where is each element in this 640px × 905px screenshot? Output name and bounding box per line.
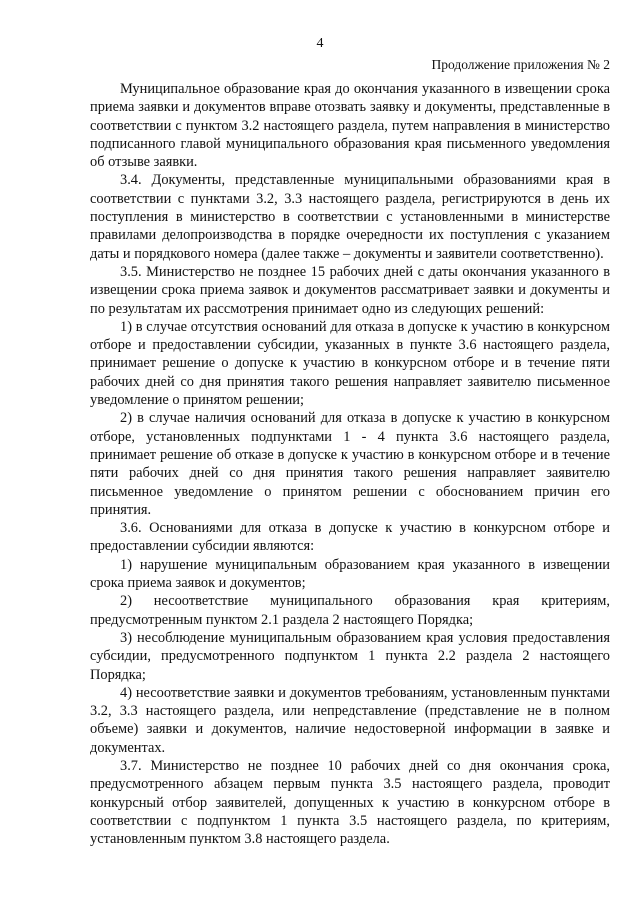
paragraph-3-7: 3.7. Министерство не позднее 10 рабочих дней со дня окончания срока, предусмотренного абзацем первым пункта 3.5 настоящего раздела, проводит конкурсный отбор заявителей, допущенных к участию в конкурсном отборе в соответствии с подпунктом 1 пункта 3.5 настоящего раздела, по критериям, установленным пунктом 3.8 настоящего раздела.: [90, 757, 610, 848]
paragraph-3-6-item-3: 3) несоблюдение муниципальным образованием края условия предоставления субсидии, предусмотренного подпунктом 1 пункта 2.2 раздела 2 настоящего Порядка;: [90, 629, 610, 683]
appendix-continuation-note: Продолжение приложения № 2: [431, 57, 610, 72]
paragraph-3-6-item-2: 2) несоответствие муниципального образования края критериям, предусмотренным пунктом 2.1 раздела 2 настоящего Порядка;: [90, 593, 610, 628]
paragraph-3-6-item-4: 4) несоответствие заявки и документов требованиям, установленным пунктами 3.2, 3.3 настоящего раздела, или непредставление (представление не в полном объеме) заявки и документов, наличие недостоверной информации в заявке и документах.: [90, 684, 610, 756]
paragraph-3-5-item-1: 1) в случае отсутствия оснований для отказа в допуске к участию в конкурсном отборе и предоставлении субсидии, указанных в пункте 3.6 настоящего раздела, принимает решение о допуске к участию в конкурсном отборе и в течение пяти рабочих дней со дня принятия такого решения направляет заявителю письменное уведомление о принятом решении;: [90, 318, 610, 409]
paragraph-3-5-item-2: 2) в случае наличия оснований для отказа в допуске к участию в конкурсном отборе, установленных подпунктами 1 - 4 пункта 3.6 настоящего раздела, принимает решение об отказе в допуске к участию в конкурсном отборе и в течение пяти рабочих дней со дня принятия такого решения направляет заявителю письменное уведомление о принятом решении с обоснованием причин его принятия.: [90, 410, 610, 518]
document-body: [90, 80, 610, 848]
paragraph-3-5: 3.5. Министерство не позднее 15 рабочих дней с даты окончания указанного в извещении срока приема заявок и документов рассматривает заявки и документы и по результатам их рассмотрения принимает одно из следующих решений:: [90, 263, 610, 317]
page-number: 4: [316, 36, 324, 51]
paragraph-3-6: 3.6. Основаниями для отказа в допуске к участию в конкурсном отборе и предоставлении субсидии являются:: [90, 520, 610, 555]
paragraph-withdrawal: Муниципальное образование края до окончания указанного в извещении срока приема заявки и документов вправе отозвать заявку и документы, представленные в соответствии с пунктом 3.2 настоящего раздела, путем направления в министерство подписанного главой муниципального образования края письменного уведомления об отзыве заявки.: [90, 81, 610, 171]
paragraph-3-4: 3.4. Документы, представленные муниципальными образованиями края в соответствии с пунктами 3.2, 3.3 настоящего раздела, регистрируются в день их поступления в министерство в соответствии с установленными в министерстве правилами делопроизводства в порядке очередности их поступления с указанием даты и порядкового номера (далее также – документы и заявители соответственно).: [90, 172, 610, 262]
paragraph-3-6-item-1: 1) нарушение муниципальным образованием края указанного в извещении срока приема заявок и документов;: [90, 556, 610, 592]
